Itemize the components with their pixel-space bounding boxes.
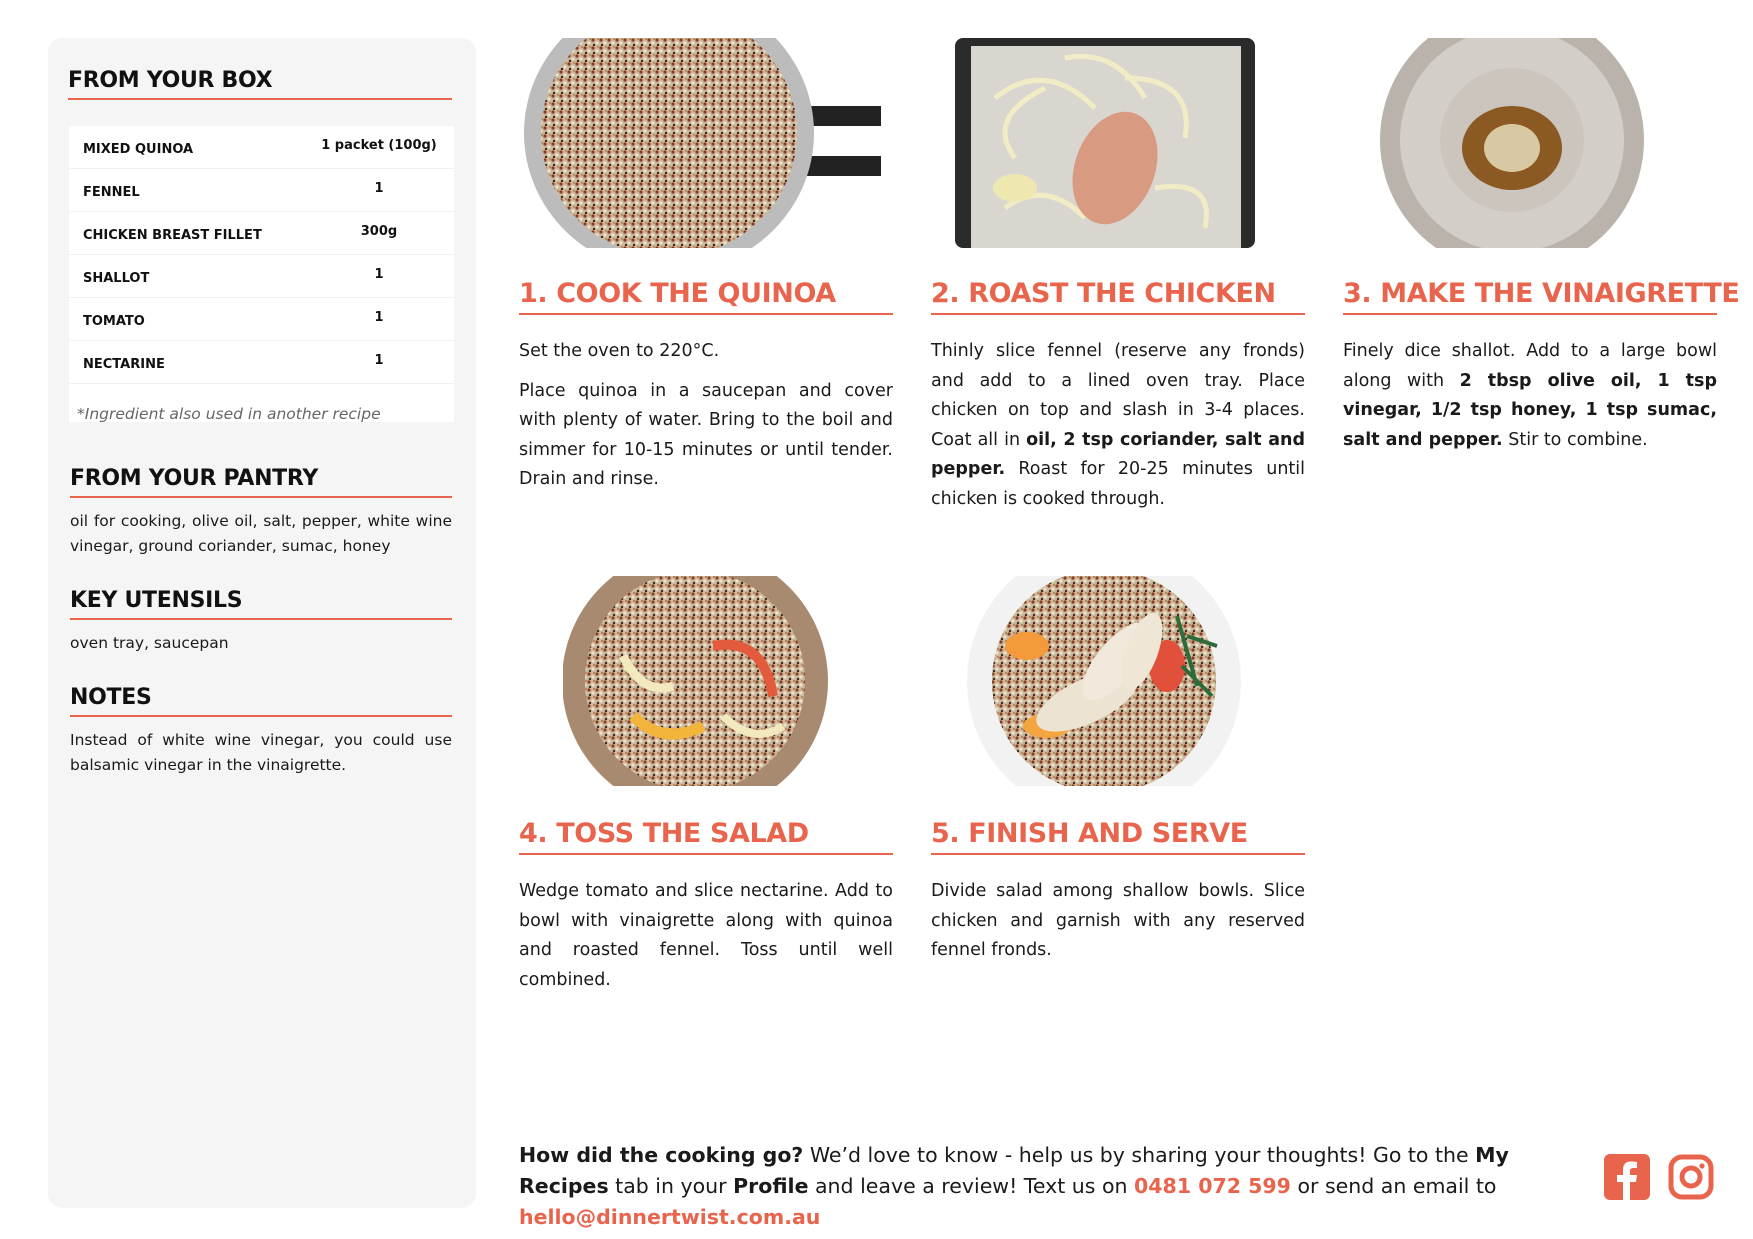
from-your-box-heading: FROM YOUR BOX — [68, 68, 452, 100]
ingredient-name: TOMATO — [69, 298, 304, 341]
table-row — [69, 212, 454, 255]
step-2-bold-text: oil, 2 tsp coriander, salt and pepper. — [931, 429, 1305, 479]
step-5-paragraph: Divide salad among shallow bowls. Slice chicken and garnish with any reserved fennel fronds. — [931, 881, 1305, 960]
step-5-body — [931, 877, 1305, 976]
feedback-footer — [519, 1140, 1579, 1233]
step-1-title: 1. COOK THE QUINOA — [519, 278, 893, 315]
profile-label: Profile — [733, 1174, 809, 1198]
ingredients-sidebar — [48, 38, 476, 1208]
table-row — [69, 126, 454, 169]
step-1-paragraph: Place quinoa in a saucepan and cover with plenty of water. Bring to the boil and simmer for 10-15 minutes or until tender. Drain and rinse. — [519, 380, 893, 489]
from-your-pantry-heading: FROM YOUR PANTRY — [70, 466, 452, 498]
my-recipes-label: My Recipes — [519, 1143, 1509, 1198]
vinaigrette-bowl-photo — [1380, 38, 1645, 248]
notes-heading: NOTES — [70, 685, 452, 717]
ingredient-footnote: *Ingredient also used in another recipe — [77, 405, 381, 423]
table-row — [69, 255, 454, 298]
step-3-text: Stir to combine. — [1502, 429, 1648, 450]
step-2-text: Thinly slice fennel (reserve any fronds) and add to a lined oven tray. Place chicken on top and slash in 3-4 places. Coat all in — [931, 341, 1305, 450]
step-5-title: 5. FINISH AND SERVE — [931, 818, 1305, 855]
feedback-question: How did the cooking go? — [519, 1143, 804, 1167]
ingredient-qty: 1 — [304, 341, 454, 384]
quinoa-strainer-photo — [519, 38, 881, 248]
ingredient-qty: 300g — [304, 212, 454, 255]
ingredient-name: NECTARINE — [69, 341, 304, 384]
tossed-salad-photo — [563, 576, 828, 786]
ingredients-table — [69, 126, 454, 422]
facebook-icon[interactable] — [1604, 1154, 1650, 1200]
ingredient-qty: 1 — [304, 298, 454, 341]
step-3-bold-text: 2 tbsp olive oil, 1 tsp vinegar, 1/2 tsp honey, 1 tsp sumac, salt and pepper. — [1343, 370, 1717, 450]
step-4-title: 4. TOSS THE SALAD — [519, 818, 893, 855]
step-3-text: Finely dice shallot. Add to a large bowl along with — [1343, 341, 1717, 391]
footer-text: tab in your — [608, 1174, 734, 1198]
utensils-text: oven tray, saucepan — [70, 634, 229, 652]
footer-text: or send an email to — [1290, 1174, 1497, 1198]
step-4-body — [519, 877, 893, 1005]
step-2-title: 2. ROAST THE CHICKEN — [931, 278, 1305, 315]
notes-text: Instead of white wine vinegar, you could use balsamic vinegar in the vinaigrette. — [70, 731, 452, 774]
step-1-paragraph: Set the oven to 220°C. — [519, 341, 720, 361]
ingredient-qty: 1 — [304, 255, 454, 298]
ingredient-qty: 1 — [304, 169, 454, 212]
instagram-icon[interactable] — [1668, 1154, 1714, 1200]
step-2-body — [931, 337, 1305, 524]
fennel-chicken-tray-photo — [955, 38, 1255, 248]
footer-text: and leave a review! Text us on — [808, 1174, 1135, 1198]
table-row — [69, 341, 454, 384]
key-utensils-heading: KEY UTENSILS — [70, 588, 452, 620]
ingredient-name: SHALLOT — [69, 255, 304, 298]
step-4-paragraph: Wedge tomato and slice nectarine. Add to bowl with vinaigrette along with quinoa and roasted fennel. Toss until well combined. — [519, 881, 893, 990]
phone-number-link[interactable]: 0481 072 599 — [1134, 1174, 1291, 1198]
ingredient-name: FENNEL — [69, 169, 304, 212]
email-link[interactable]: hello@dinnertwist.com.au — [519, 1205, 821, 1229]
step-2-text: Roast for 20-25 minutes until chicken is cooked through. — [931, 459, 1305, 509]
ingredient-name: CHICKEN BREAST FILLET — [69, 212, 304, 255]
ingredient-qty: 1 packet (100g) — [304, 126, 454, 169]
step-3-title: 3. MAKE THE VINAIGRETTE — [1343, 278, 1717, 315]
pantry-text: oil for cooking, olive oil, salt, pepper, white wine vinegar, ground coriander, sumac, honey — [70, 512, 452, 555]
footer-text: We’d love to know - help us by sharing your thoughts! Go to the — [803, 1143, 1476, 1167]
table-row — [69, 169, 454, 212]
table-row — [69, 298, 454, 341]
step-3-body — [1343, 337, 1717, 465]
ingredient-name: MIXED QUINOA — [69, 126, 304, 169]
step-1-body — [519, 337, 893, 505]
finished-plate-photo — [967, 576, 1242, 786]
